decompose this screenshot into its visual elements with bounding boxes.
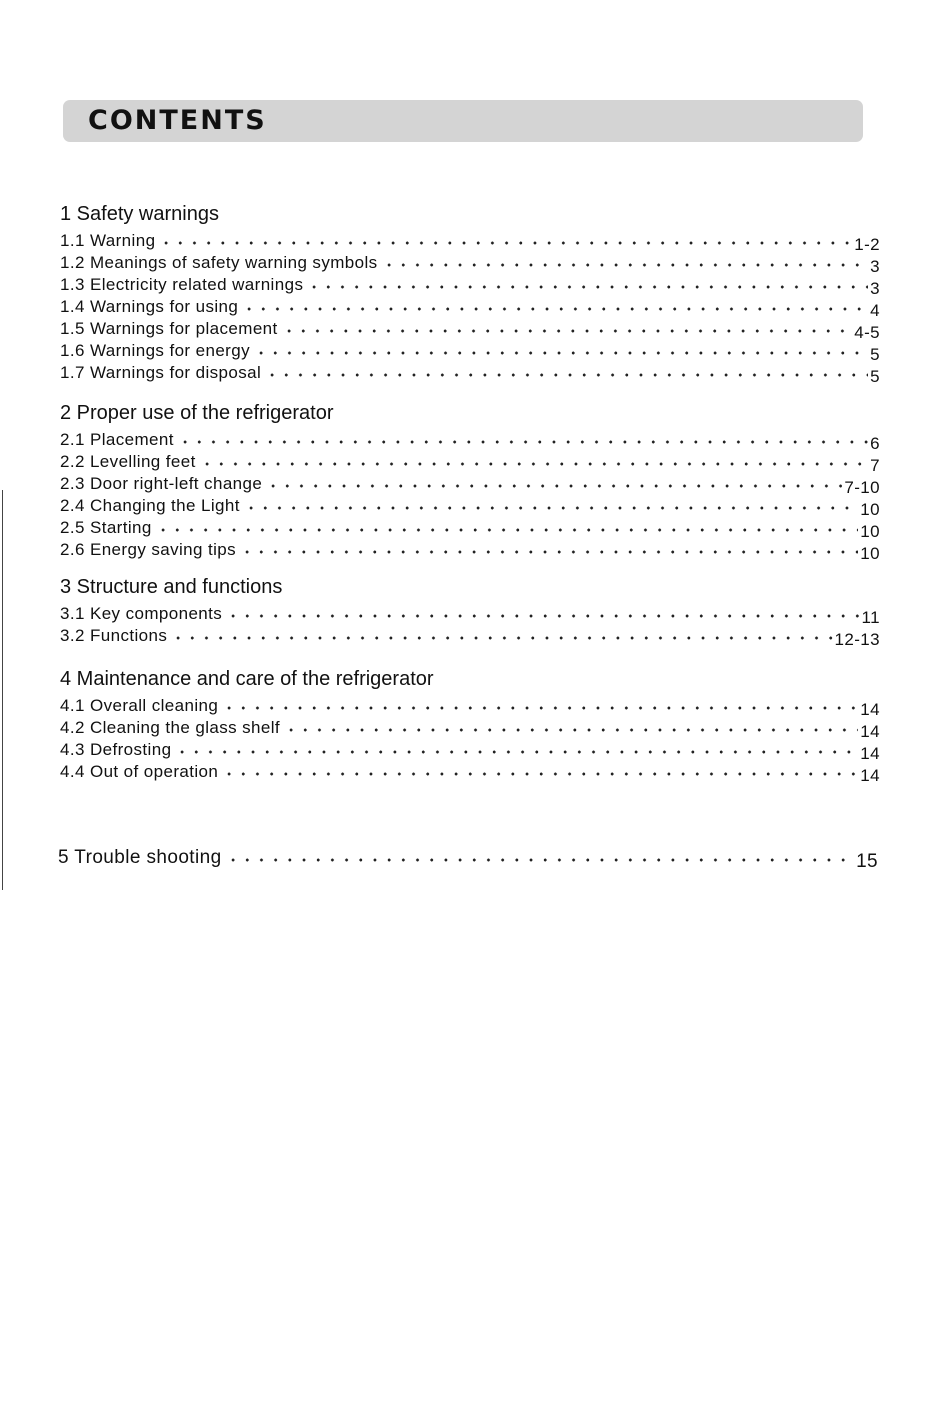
entry-label: 4.2 Cleaning the glass shelf xyxy=(60,718,281,737)
toc-entry[interactable] xyxy=(60,624,880,649)
entry-label: 5 Trouble shooting xyxy=(58,847,222,868)
page-edge-rule xyxy=(2,490,3,890)
dot-leader xyxy=(266,479,842,493)
entry-page: 5 xyxy=(870,345,880,364)
toc-entry[interactable] xyxy=(60,273,880,298)
dot-leader xyxy=(244,501,858,515)
entry-label: 1.6 Warnings for energy xyxy=(60,341,250,360)
toc-entry[interactable] xyxy=(60,295,880,320)
entry-page: 7 xyxy=(870,456,880,475)
dot-leader xyxy=(265,368,868,382)
contents-title: CONTENTS xyxy=(88,105,267,136)
dot-leader xyxy=(254,346,868,360)
entry-page: 4 xyxy=(870,301,880,320)
toc-entry[interactable] xyxy=(60,339,880,364)
toc-entry[interactable] xyxy=(60,538,880,563)
dot-leader xyxy=(284,723,858,737)
section-title: 4 Maintenance and care of the refrigerator xyxy=(60,668,434,690)
toc-section-maintenance xyxy=(60,664,880,785)
section-title: 2 Proper use of the refrigerator xyxy=(60,402,334,424)
entry-label: 2.6 Energy saving tips xyxy=(60,540,237,559)
toc-entry[interactable] xyxy=(60,251,880,276)
entry-label: 1.7 Warnings for disposal xyxy=(60,363,262,382)
toc-entry[interactable] xyxy=(60,317,880,342)
entry-page: 14 xyxy=(860,722,880,741)
entry-page: 10 xyxy=(860,544,880,563)
toc-entry[interactable] xyxy=(60,428,880,453)
entry-page: 3 xyxy=(870,279,880,298)
entry-label: 1.4 Warnings for using xyxy=(60,297,239,316)
entry-label: 4.3 Defrosting xyxy=(60,740,172,759)
dot-leader xyxy=(282,324,853,338)
entry-label: 2.2 Levelling feet xyxy=(60,452,196,471)
dot-leader xyxy=(200,457,868,471)
entry-page: 12-13 xyxy=(834,630,880,649)
section-title: 3 Structure and functions xyxy=(60,576,283,598)
toc-entry[interactable] xyxy=(60,229,880,254)
dot-leader xyxy=(240,545,858,559)
entry-label: 1.2 Meanings of safety warning symbols xyxy=(60,253,378,272)
entry-page: 14 xyxy=(860,700,880,719)
toc-entry[interactable] xyxy=(60,602,880,627)
entry-page: 10 xyxy=(860,522,880,541)
entry-label: 1.5 Warnings for placement xyxy=(60,319,278,338)
entry-label: 3.2 Functions xyxy=(60,626,168,645)
entry-page: 15 xyxy=(856,851,878,872)
dot-leader xyxy=(171,631,832,645)
toc-entry[interactable] xyxy=(60,738,880,763)
entry-label: 2.5 Starting xyxy=(60,518,152,537)
dot-leader xyxy=(156,523,859,537)
toc-section-safety-warnings xyxy=(60,199,880,386)
dot-leader xyxy=(226,609,859,623)
toc-section-structure xyxy=(60,572,880,649)
toc-entry[interactable] xyxy=(60,516,880,541)
entry-page: 1-2 xyxy=(854,235,880,254)
entry-page: 5 xyxy=(870,367,880,386)
toc-entry[interactable] xyxy=(60,760,880,785)
toc-entry[interactable] xyxy=(60,472,880,497)
dot-leader xyxy=(175,745,858,759)
toc-entry[interactable] xyxy=(60,716,880,741)
toc-entry[interactable] xyxy=(60,494,880,519)
dot-leader xyxy=(159,236,852,250)
dot-leader xyxy=(178,435,868,449)
dot-leader xyxy=(222,701,858,715)
entry-page: 14 xyxy=(860,744,880,763)
entry-page: 4-5 xyxy=(854,323,880,342)
toc-entry[interactable] xyxy=(60,361,880,386)
entry-page: 7-10 xyxy=(844,478,880,497)
entry-label: 1.3 Electricity related warnings xyxy=(60,275,304,294)
entry-page: 14 xyxy=(860,766,880,785)
entry-label: 2.3 Door right-left change xyxy=(60,474,263,493)
entry-page: 11 xyxy=(861,608,880,627)
dot-leader xyxy=(307,280,868,294)
entry-label: 4.1 Overall cleaning xyxy=(60,696,219,715)
dot-leader xyxy=(226,853,855,867)
dot-leader xyxy=(222,767,858,781)
entry-label: 2.1 Placement xyxy=(60,430,174,449)
entry-page: 10 xyxy=(860,500,880,519)
entry-label: 3.1 Key components xyxy=(60,604,223,623)
toc-entry-trouble-shooting[interactable] xyxy=(58,842,878,872)
toc-entry[interactable] xyxy=(60,450,880,475)
entry-page: 6 xyxy=(870,434,880,453)
contents-header xyxy=(63,100,863,142)
entry-label: 4.4 Out of operation xyxy=(60,762,219,781)
entry-label: 2.4 Changing the Light xyxy=(60,496,240,515)
section-title: 1 Safety warnings xyxy=(60,203,219,225)
entry-label: 1.1 Warning xyxy=(60,231,156,250)
toc-section-proper-use xyxy=(60,398,880,563)
dot-leader xyxy=(382,258,869,272)
toc-section-trouble-shooting xyxy=(58,842,878,872)
dot-leader xyxy=(242,302,868,316)
entry-page: 3 xyxy=(870,257,880,276)
toc-entry[interactable] xyxy=(60,694,880,719)
